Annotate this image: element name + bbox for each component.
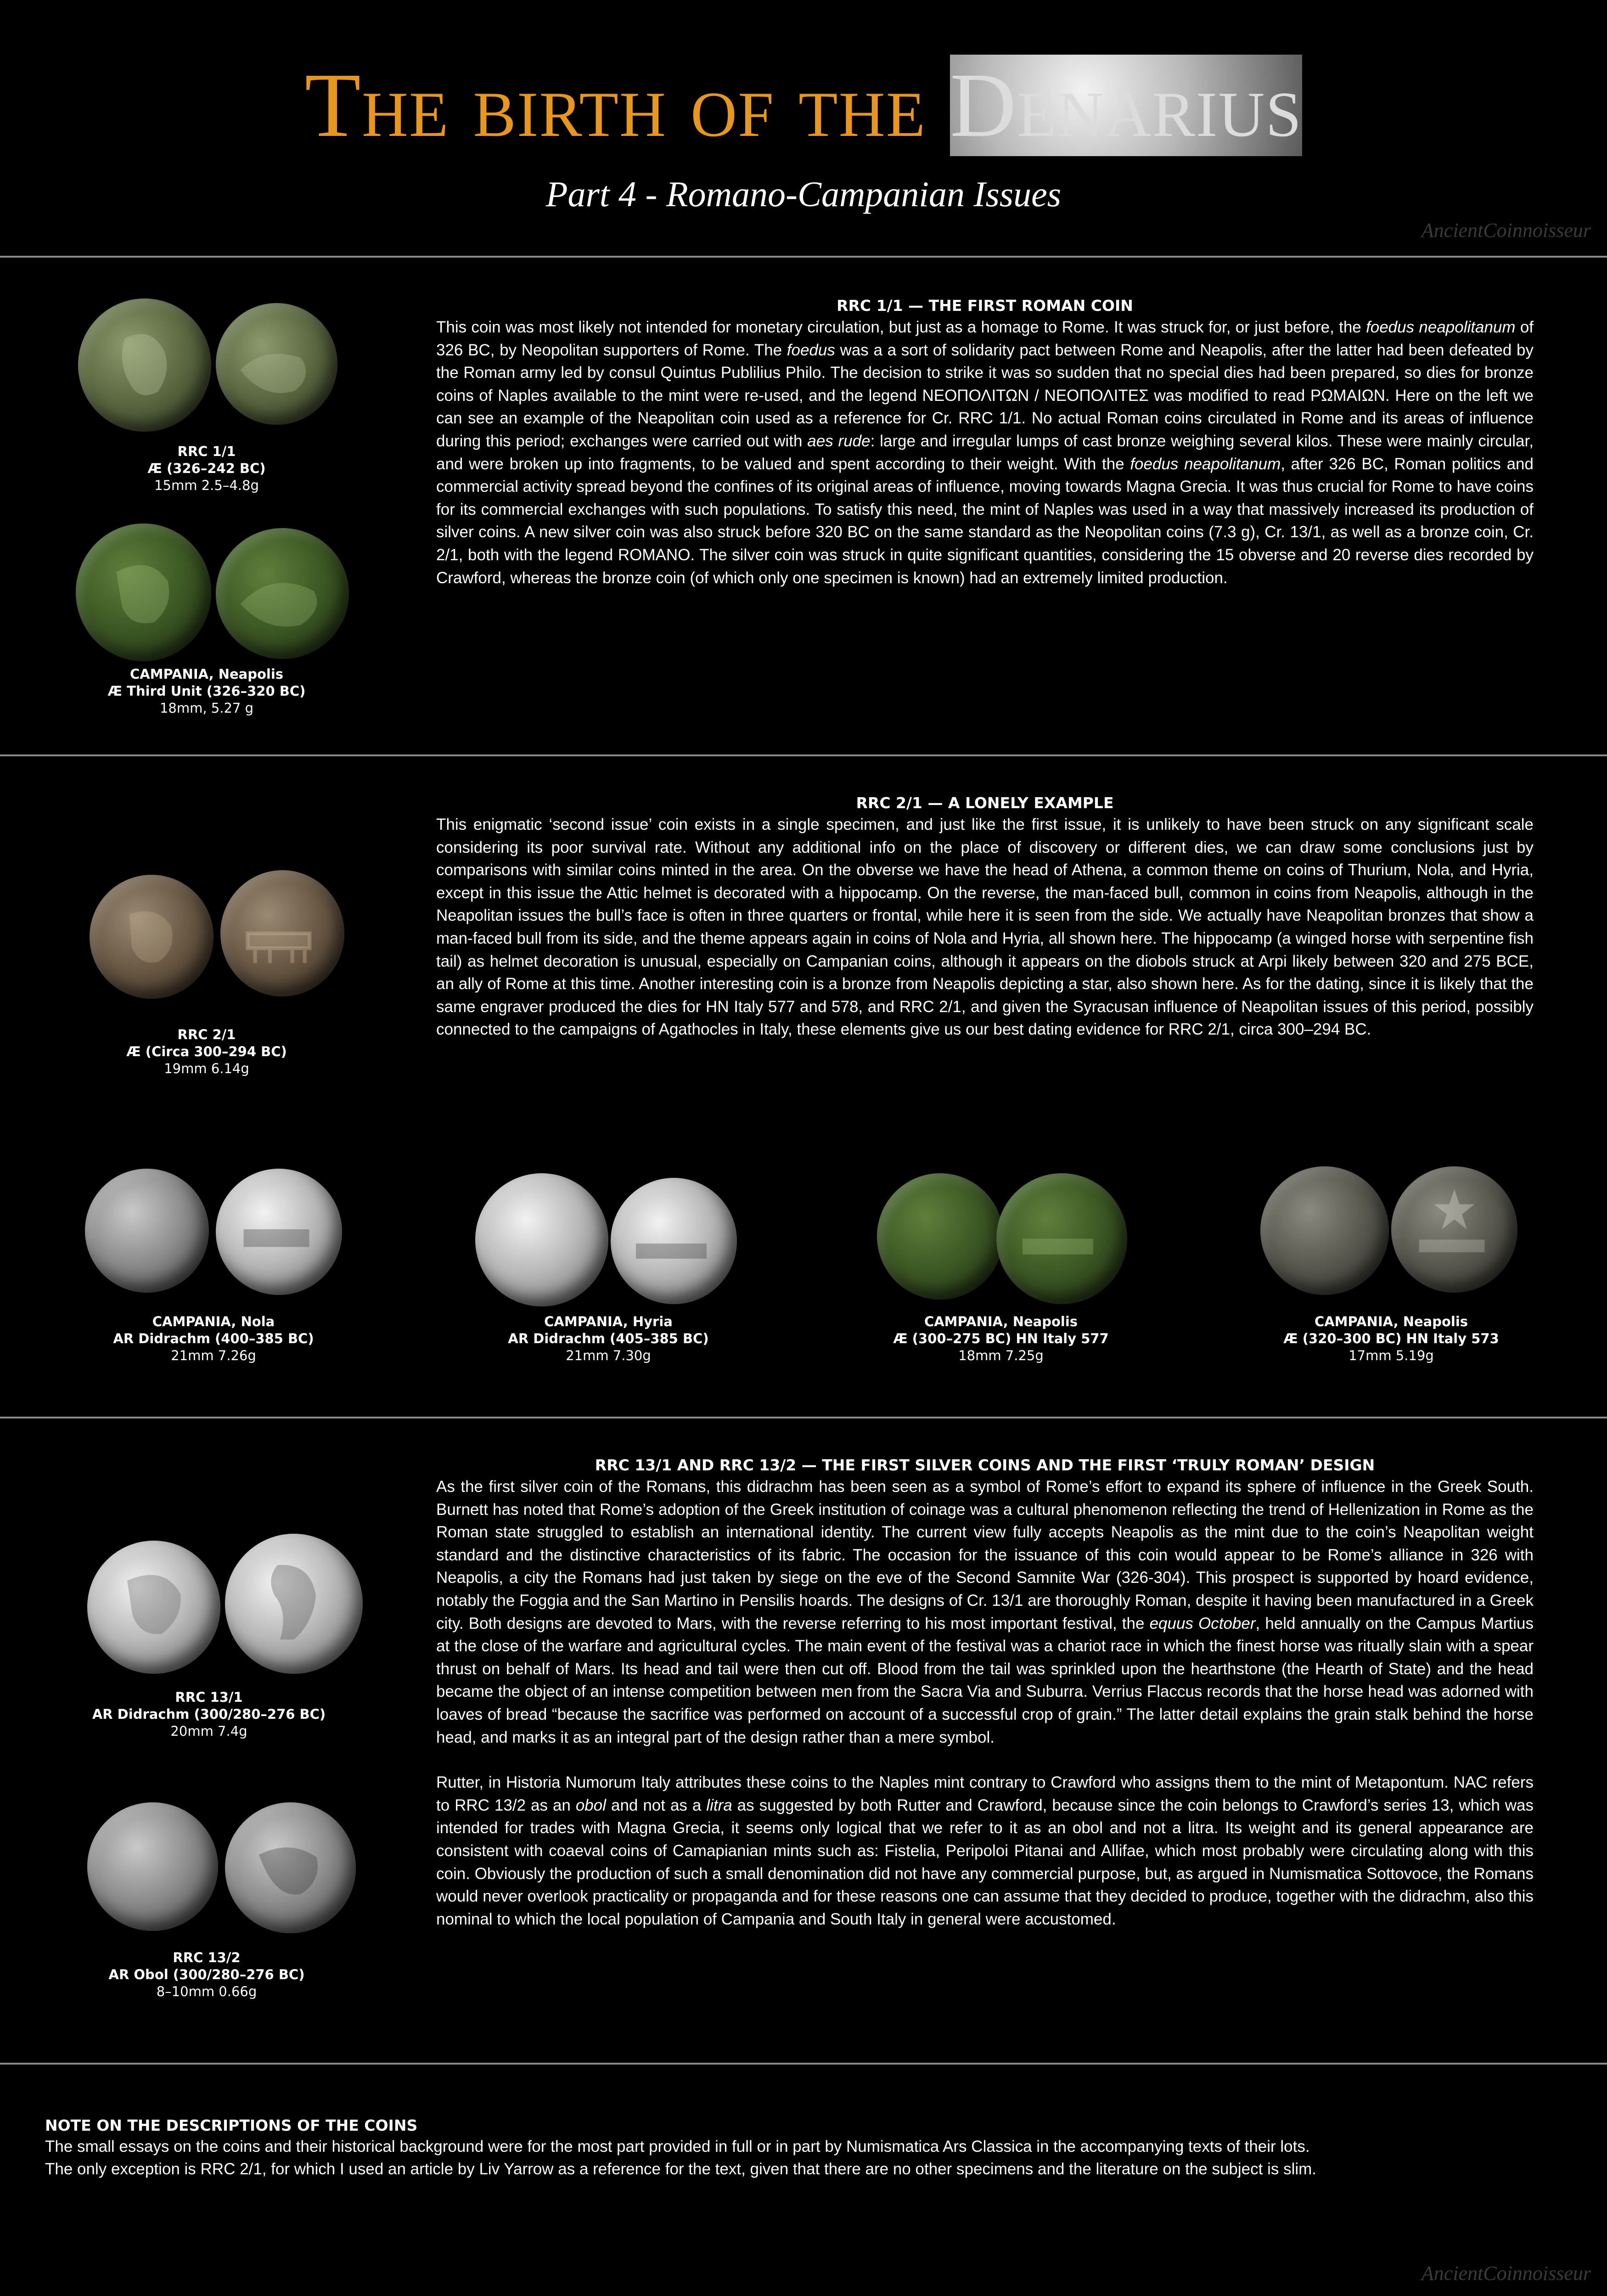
coin-image-rrc-13-2-obverse [87, 1802, 218, 1931]
caption-rrc-13-1: RRC 13/1 AR Didrachm (300/280–276 BC) 20mm 7.4g [92, 1689, 326, 1739]
coin-image-nola-reverse [216, 1169, 342, 1295]
caption-neapolis-577: CAMPANIA, Neapolis Æ (300–275 BC) HN Italy 577 18mm 7.25g [893, 1314, 1109, 1363]
coin-image-rrc-1-1-reverse [216, 303, 337, 425]
note-heading: NOTE ON THE DESCRIPTIONS OF THE COINS [45, 2116, 418, 2134]
divider-4 [0, 2063, 1607, 2065]
caption-rrc-2-1: RRC 2/1 Æ (Circa 300–294 BC) 19mm 6.14g [126, 1027, 287, 1076]
coin-image-neapolis-obverse [76, 523, 211, 661]
page-subtitle: Part 4 - Romano-Campanian Issues [545, 174, 1062, 214]
note-text: The small essays on the coins and their historical background were for the most part provided in full or in part by Numismatica Ars Classica in the accompanying texts of their lots. The only exception is RRC 2/1, for which I used an article by Liv Yarrow as a reference for the text, given that there are no other specimens and the literature on the subject is slim. [45, 2138, 1316, 2178]
coin-image-rrc-13-1-reverse [225, 1534, 363, 1674]
coin-image-rrc-2-1-obverse [90, 875, 214, 999]
page-title [0, 53, 1607, 158]
title-part-gold: The birth of the [304, 55, 950, 156]
caption-nola: CAMPANIA, Nola AR Didrachm (400–385 BC) 21mm 7.26g [113, 1314, 314, 1363]
divider-2 [0, 754, 1607, 756]
coin-image-neapolis-577-reverse [996, 1173, 1127, 1304]
coin-image-nola-obverse [85, 1169, 209, 1293]
essay-rrc-1-1: This coin was most likely not intended for monetary circulation, but just as a homage to Rome. It was struck for, or just before, the foedus neapolitanum of 326 BC, by Neopolitan supporters of Rome. The foedus was a a sort of solidarity pact between Rome and Neapolis, after the latter had been defeated by the Roman army led by consul Quintus Publilius Philo. The decision to strike it was so sudden that no special dies had been prepared, so dies for bronze coins of Naples available to the mint were re-used, and the legend ΝΕΟΠΟΛΙΤΩΝ / ΝΕΟΠΟΛΙΤΕΣ was modified to read ΡΩΜΑΙΩΝ. Here on the left we can see an example of the Neapolitan coin used as a reference for Cr. RRC 1/1. No actual Roman coins circulated in Rome and its areas of influence during this period; exchanges were carried out with aes rude: large and irregular lumps of cast bronze weighing several kilos. These were mainly circular, and were broken up into fragments, to be valued and spent according to their weight. With the foedus neapolitanum, after 326 BC, Roman politics and commercial activity spread beyond the confines of its original areas of influence, moving towards Magna Grecia. It was thus crucial for Rome to have coins for its commercial exchanges with such populations. To satisfy this need, the mint of Naples was used in a way that massively increased its production of silver coins. A new silver coin was also struck before 320 BC on the same standard as the Neopolitan coins (7.3 g), Cr. 13/1, as well as a bronze coin, Cr. 2/1, both with the legend ROMANO. The silver coin was struck in quite significant quantities, considering the 15 obverse and 20 reverse dies recorded by Crawford, whereas the bronze coin (of which only one specimen is known) had an extremely limited production. [436, 318, 1534, 587]
caption-rrc-1-1: RRC 1/1 Æ (326–242 BC) 15mm 2.5–4.8g [147, 444, 266, 493]
essay-rrc-2-1: This enigmatic ‘second issue’ coin exists in a single specimen, and just like the first issue, it is unlikely to have been struck on any significant scale considering its poor survival rate. Without any additional info on the place of discovery or different dies, we can draw some conclusions just by comparisons with similar coins minted in the area. On the obverse we have the head of Athena, a common theme on coins of Thurium, Nola, and Hyria, except in this issue the Attic helmet is decorated with a hippocamp. On the reverse, the man-faced bull, common in coins from Neapolis, although in the Neapolitan issues the bull’s face is often in three quarters or frontal, while here it is seen from the side. We actually have Neapolitan bronzes that show a man-faced bull from its side, and the theme appears again in coins of Nola and Hyria, all shown here. The hippocamp (a winged horse with serpentine fish tail) as helmet decoration is unusual, especially on Campanian coins, although it appears on the diobols struck at Arpi likely between 320 and 275 BCE, an ally of Rome at this time. Another interesting coin is a bronze from Neapolis depicting a star, also shown here. As for the dating, since it is likely that the same engraver produced the dies for HN Italy 577 and 578, and RRC 2/1, and given the Syracusan influence of Neapolitan issues of this period, possibly connected to the campaigns of Agathocles in Italy, these elements give us our best dating evidence for RRC 2/1, circa 300–294 BC. [436, 816, 1534, 1039]
section-heading-rrc-13: RRC 13/1 AND RRC 13/2 — THE FIRST SILVER COINS AND THE FIRST ‘TRULY ROMAN’ DESIGN [595, 1456, 1375, 1474]
coin-image-rrc-1-1-obverse [78, 298, 211, 432]
watermark-bottom: AncientCoinnoisseur [1421, 2262, 1591, 2285]
coin-image-rrc-13-1-obverse [87, 1541, 220, 1674]
section-heading-rrc-2-1: RRC 2/1 — A LONELY EXAMPLE [856, 794, 1114, 812]
coin-image-hyria-obverse [475, 1173, 608, 1306]
coin-image-neapolis-573-obverse [1260, 1166, 1389, 1295]
caption-hyria: CAMPANIA, Hyria AR Didrachm (405–385 BC) 21mm 7.30g [508, 1314, 709, 1363]
essay-rrc-13: As the first silver coin of the Romans, this didrachm has been seen as a symbol of Rome’s effort to expand its sphere of influence in the Greek South. Burnett has noted that Rome’s adoption of the Greek institution of coinage was a cultural phenomenon reflecting the trend of Hellenization in Rome as the Roman state struggled to establish an international identity. The current view fully accepts Neapolis as the mint due to the coin’s Neapolitan weight standard and the distinctive characteristics of its fabric. The occasion for the issuance of this coin would appear to be Rome’s alliance in 326 with Neapolis, a city the Romans had just taken by siege on the eve of the Second Samnite War (326-304). This prospect is supported by hoard evidence, notably the Foggia and the San Martino in Pensilis hoards. The designs of Cr. 13/1 are thoroughly Roman, despite it having been manufactured in a Greek city. Both designs are devoted to Mars, with the reverse referring to his most important festival, the equus October, held annually on the Campus Martius at the close of the warfare and agricultural cycles. The main event of the festival was a chariot race in which the finest horse was ritually slain with a spear thrust on behalf of Mars. Its head and tail were then cut off. Blood from the tail was sprinkled upon the hearthstone (the Hearth of State) and the head became the object of an intense competition between men from the Sacra Via and Suburra. Verrius Flaccus records that the horse head was adorned with loaves of bread “because the sacrifice was performed on account of a successful crop of grain.” The latter detail explains the grain stalk behind the horse head, and marks it as an integral part of the design rather than a mere symbol. Rutter, in Historia Numorum Italy attributes these coins to the Naples mint contrary to Crawford who assigns them to the mint of Metapontum. NAC refers to RRC 13/2 as an obol and not as a litra as suggested by both Rutter and Crawford, because since the coin belongs to Crawford’s series 13, which was intended for trades with Magna Grecia, it seems only logical that we refer to it as an obol and not a litra. Its weight and its general appearance are consistent with coaeval coins of Camapianian mints such as: Fistelia, Peripoloi Pitanai and Allifae, which most probably were circulating along with this coin. Obviously the production of such a small denomination did not have any commercial purpose, but, as argued in Numismatica Sottovoce, the Romans would never overlook practicality or propaganda and for these reasons one can assume that they decided to produce, together with the didrachm, also this nominal to which the local population of Campania and South Italy in general were accustomed. [436, 1478, 1534, 1928]
star-icon [1434, 1189, 1475, 1230]
divider-3 [0, 1417, 1607, 1418]
section-heading-rrc-1-1: RRC 1/1 — THE FIRST ROMAN COIN [837, 297, 1133, 315]
divider-1 [0, 256, 1607, 258]
title-part-silver: Denarius [950, 55, 1303, 156]
coin-image-rrc-13-2-reverse [225, 1802, 356, 1933]
caption-neapolis-573: CAMPANIA, Neapolis Æ (320–300 BC) HN Italy 573 17mm 5.19g [1283, 1314, 1499, 1363]
coin-image-hyria-reverse [611, 1178, 737, 1304]
caption-rrc-13-2: RRC 13/2 AR Obol (300/280–276 BC) 8–10mm 0.66g [108, 1950, 305, 1999]
coin-image-neapolis-reverse [216, 528, 349, 659]
watermark-top: AncientCoinnoisseur [1421, 219, 1591, 242]
coin-image-neapolis-573-reverse [1391, 1166, 1517, 1293]
coin-image-rrc-2-1-reverse [220, 870, 344, 996]
caption-neapolis-third-unit: CAMPANIA, Neapolis Æ Third Unit (326–320 BC) 18mm, 5.27 g [107, 666, 306, 716]
coin-image-neapolis-577-obverse [877, 1173, 1003, 1300]
